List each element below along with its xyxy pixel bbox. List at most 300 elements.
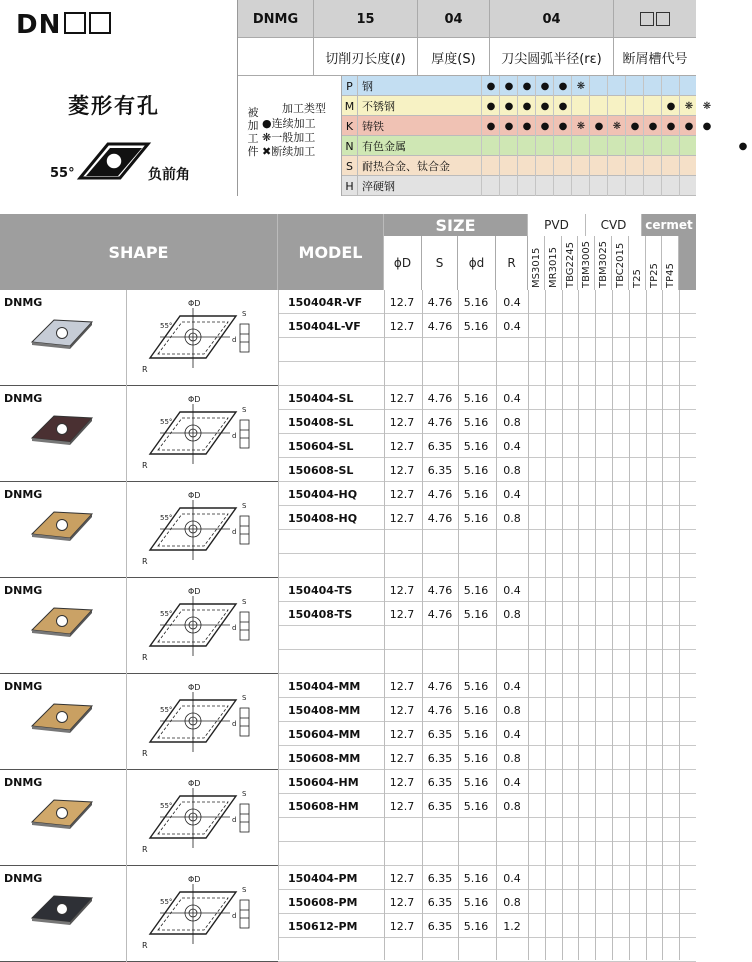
material-name: 钢 [362,80,373,93]
table-row [278,554,696,578]
size-value-R: 0.8 [503,415,521,429]
process-mark [608,136,626,156]
product-group [0,770,696,866]
size-value-S: 6.35 [427,727,453,741]
product-group [0,482,696,578]
insert-drawing [140,298,258,382]
insert-image [30,604,94,642]
svg-text:R: R [142,461,148,470]
size-value-D: 12.7 [389,775,415,789]
size-value-S: 4.76 [427,295,453,309]
table-grid-line [646,290,647,960]
group-name: DNMG [4,488,43,501]
model-code: 150404-MM [288,679,361,693]
svg-text:ΦD: ΦD [188,395,201,404]
svg-text:d: d [232,336,237,344]
material-row-p [342,76,696,96]
size-value-D: 12.7 [389,895,415,909]
group-name: DNMG [4,776,43,789]
grade-ms3015 [528,236,545,290]
process-mark [716,76,734,96]
process-mark [626,96,644,116]
size-col-d: ϕd [458,236,496,290]
process-mark: ❋ [576,120,586,132]
model-header: MODEL [278,214,384,290]
process-mark: ● [558,100,568,112]
table-row [278,674,696,698]
size-value-D: 12.7 [389,871,415,885]
insert-drawing [140,586,258,670]
table-grid-line [528,290,529,960]
svg-text:S: S [242,310,247,318]
svg-text:55°: 55° [160,418,173,426]
size-value-D: 12.7 [389,511,415,525]
svg-text:S: S [242,406,247,414]
group-name: DNMG [4,584,43,597]
process-continuous: ●连续加工 [262,117,316,130]
process-mark: ● [738,140,748,152]
table-row [278,578,696,602]
svg-text:S: S [242,598,247,606]
process-mark [554,156,572,176]
process-mark [698,176,716,196]
table-grid-line [545,290,546,960]
model-code: 150408-HQ [288,511,358,525]
process-mark [518,156,536,176]
size-value-D: 12.7 [389,751,415,765]
process-mark: ● [558,80,568,92]
series-title [16,10,111,40]
process-mark [734,96,752,116]
process-mark: ● [486,100,496,112]
code-row [238,0,696,38]
group-separator [126,482,127,578]
grade-label: TBG2245 [564,242,576,288]
code-boxes [614,0,696,38]
grade-tbg2245 [562,236,579,290]
size-value-d: 5.16 [463,583,489,597]
model-code: 150404-HQ [288,487,358,501]
process-mark [572,156,590,176]
table-grid-line [278,290,279,960]
model-code: 150408-MM [288,703,361,717]
size-value-S: 6.35 [427,895,453,909]
product-group [0,578,696,674]
size-value-S: 6.35 [427,871,453,885]
placeholder-box-2 [89,12,111,34]
table-row [278,530,696,554]
model-code: 150408-SL [288,415,354,429]
size-value-R: 0.8 [503,751,521,765]
model-code: 150604-HM [288,775,359,789]
size-value-d: 5.16 [463,727,489,741]
process-mark: ● [486,120,496,132]
table-row [278,818,696,842]
model-code: 150404R-VF [288,295,363,309]
svg-text:R: R [142,845,148,854]
size-value-S: 6.35 [427,799,453,813]
model-code: 150608-HM [288,799,359,813]
size-value-S: 4.76 [427,607,453,621]
process-mark: ● [540,120,550,132]
process-types [262,102,326,159]
model-code: 150608-MM [288,751,361,765]
insert-drawing [140,682,258,766]
chipbreaker-box-1 [640,12,654,26]
svg-text:ΦD: ΦD [188,779,201,788]
process-mark [608,156,626,176]
size-value-R: 0.4 [503,295,521,309]
table-row [278,362,696,386]
size-value-D: 12.7 [389,583,415,597]
svg-text:55°: 55° [160,706,173,714]
size-value-S: 6.35 [427,919,453,933]
insert-image [30,412,94,450]
cermet-header: cermet [645,218,693,232]
size-value-R: 0.8 [503,607,521,621]
model-code: 150604-MM [288,727,361,741]
insert-image [30,508,94,546]
insert-image [30,700,94,738]
model-code: 150604-SL [288,439,354,453]
svg-text:R: R [142,941,148,950]
size-value-d: 5.16 [463,511,489,525]
grade-label: TBM3025 [598,240,610,288]
svg-text:d: d [232,912,237,920]
size-value-S: 6.35 [427,463,453,477]
process-legend [238,76,342,196]
size-value-d: 5.16 [463,895,489,909]
size-col-R: R [496,236,528,290]
process-mark [626,156,644,176]
series-panel [0,0,238,196]
size-value-d: 5.16 [463,799,489,813]
process-mark [572,136,590,156]
table-row [278,650,696,674]
size-value-d: 5.16 [463,703,489,717]
table-grid-line [458,290,459,960]
process-mark [644,136,662,156]
size-value-D: 12.7 [389,679,415,693]
size-value-R: 0.8 [503,511,521,525]
process-mark [680,76,698,96]
grade-mr3015 [545,236,562,290]
size-value-d: 5.16 [463,871,489,885]
material-row-s [342,156,696,176]
process-mark [644,156,662,176]
svg-text:R: R [142,749,148,758]
size-value-R: 0.4 [503,775,521,789]
group-name: DNMG [4,872,43,885]
size-value-S: 6.35 [427,439,453,453]
svg-text:d: d [232,432,237,440]
code-04-radius: 04 [490,0,614,38]
insert-image [30,892,94,930]
process-mark [590,96,608,116]
caption-empty [238,38,314,76]
group-separator [126,386,127,482]
svg-text:S: S [242,502,247,510]
material-code: S [342,156,358,176]
grade-label: TP25 [648,263,660,288]
workpiece-label: 被加工件 [247,106,259,158]
size-value-d: 5.16 [463,295,489,309]
material-row-m [342,96,712,116]
size-value-d: 5.16 [463,319,489,333]
size-col-D: ϕD [384,236,422,290]
size-value-S: 4.76 [427,319,453,333]
material-code: N [342,136,358,156]
process-mark: ● [522,80,532,92]
grade-tbm3005 [578,236,595,290]
process-mark [716,96,734,116]
material-name: 淬硬钢 [362,180,395,193]
size-value-S: 4.76 [427,487,453,501]
size-value-D: 12.7 [389,607,415,621]
caption-thickness: 厚度(S) [418,38,490,76]
table-row [278,770,696,794]
svg-text:ΦD: ΦD [188,683,201,692]
table-row [278,938,696,962]
material-name: 耐热合金、钛合金 [362,160,450,173]
svg-text:S: S [242,886,247,894]
size-value-d: 5.16 [463,391,489,405]
process-mark: ❋ [576,80,586,92]
process-mark [590,136,608,156]
size-value-d: 5.16 [463,487,489,501]
model-code: 150612-PM [288,919,358,933]
process-mark [662,76,680,96]
process-mark [482,136,500,156]
size-value-R: 0.4 [503,727,521,741]
size-value-S: 6.35 [427,751,453,765]
model-code: 150404-PM [288,871,358,885]
table-grid-line [612,290,613,960]
process-mark [626,176,644,196]
insert-image [30,316,94,354]
size-value-R: 0.4 [503,391,521,405]
table-row [278,746,696,770]
process-mark [536,176,554,196]
process-mark [608,96,626,116]
process-mark [716,136,734,156]
process-mark [734,176,752,196]
size-value-D: 12.7 [389,439,415,453]
diamond-insert-icon [78,140,150,182]
code-04-thickness: 04 [418,0,490,38]
size-value-R: 0.4 [503,319,521,333]
material-code: K [342,116,358,136]
table-row [278,290,696,314]
process-mark [572,96,590,116]
svg-text:ΦD: ΦD [188,875,201,884]
rake-label: 负前角 [148,167,190,183]
process-mark [518,176,536,196]
svg-text:55°: 55° [160,322,173,330]
process-mark [680,136,698,156]
process-mark: ● [540,80,550,92]
product-group [0,290,696,386]
size-value-d: 5.16 [463,775,489,789]
table-row [278,338,696,362]
material-code: M [342,96,358,116]
table-header [0,214,696,290]
material-row-n [342,136,748,156]
size-col-S: S [422,236,458,290]
size-value-R: 0.4 [503,439,521,453]
process-mark: ● [648,120,658,132]
svg-text:S: S [242,790,247,798]
table-row [278,386,696,410]
size-value-D: 12.7 [389,415,415,429]
process-mark [716,176,734,196]
table-row [278,602,696,626]
code-dnmg: DNMG [238,0,314,38]
table-row [278,410,696,434]
process-interrupted: ✖断续加工 [262,145,316,158]
caption-row [238,38,696,76]
size-value-S: 4.76 [427,415,453,429]
process-mark [608,76,626,96]
table-row [278,314,696,338]
process-mark: ● [684,120,694,132]
size-value-R: 0.4 [503,871,521,885]
model-code: 150408-TS [288,607,353,621]
model-code: 150404-TS [288,583,353,597]
process-mark [554,176,572,196]
size-value-R: 0.4 [503,679,521,693]
svg-text:R: R [142,557,148,566]
process-mark: ● [540,100,550,112]
size-header: SIZE [384,214,528,236]
process-mark [626,136,644,156]
process-mark: ● [594,120,604,132]
group-separator [126,290,127,386]
size-value-d: 5.16 [463,919,489,933]
process-mark: ● [630,120,640,132]
process-mark [500,136,518,156]
product-group [0,674,696,770]
table-row [278,722,696,746]
chipbreaker-box-2 [656,12,670,26]
model-code: 150404L-VF [288,319,361,333]
svg-text:d: d [232,816,237,824]
size-value-d: 5.16 [463,607,489,621]
caption-nose-radius: 刀尖圆弧半径(rε) [490,38,614,76]
model-code: 150608-PM [288,895,358,909]
group-name: DNMG [4,296,43,309]
size-value-R: 0.8 [503,703,521,717]
size-value-S: 6.35 [427,775,453,789]
grade-tp25 [646,236,663,290]
grade-t25 [629,236,646,290]
table-row [278,890,696,914]
process-title: 加工类型 [282,102,326,115]
placeholder-box-1 [64,12,86,34]
model-code: 150608-SL [288,463,354,477]
process-mark: ● [666,120,676,132]
size-value-D: 12.7 [389,799,415,813]
svg-text:S: S [242,694,247,702]
material-row-k [342,116,712,136]
size-value-R: 0.4 [503,487,521,501]
process-mark: ● [504,120,514,132]
table-row [278,698,696,722]
size-value-D: 12.7 [389,487,415,501]
grade-label: MR3015 [547,246,559,288]
group-separator [126,866,127,962]
insert-drawing [140,778,258,862]
size-value-R: 1.2 [503,919,521,933]
process-mark: ● [702,120,712,132]
table-grid-line [422,290,423,960]
process-mark [644,76,662,96]
svg-text:55°: 55° [160,610,173,618]
table-row [278,458,696,482]
process-mark [662,136,680,156]
size-value-d: 5.16 [463,415,489,429]
size-value-S: 4.76 [427,391,453,405]
product-table [0,214,696,960]
size-value-D: 12.7 [389,463,415,477]
caption-edge-length: 切削刃长度(ℓ) [314,38,418,76]
process-mark [590,76,608,96]
size-value-D: 12.7 [389,919,415,933]
svg-text:55°: 55° [160,802,173,810]
pvd-header: PVD [528,214,586,236]
product-group [0,866,696,962]
size-value-D: 12.7 [389,703,415,717]
process-mark: ● [558,120,568,132]
process-mark: ● [522,100,532,112]
angle-label: 55° [50,166,75,181]
process-mark [662,156,680,176]
table-grid-line [679,290,680,960]
process-mark [590,176,608,196]
product-group [0,386,696,482]
insert-drawing [140,394,258,478]
size-value-D: 12.7 [389,295,415,309]
process-mark [734,76,752,96]
process-mark [626,76,644,96]
code-15: 15 [314,0,418,38]
size-value-d: 5.16 [463,751,489,765]
svg-text:ΦD: ΦD [188,587,201,596]
cvd-header: CVD [586,214,642,236]
size-value-d: 5.16 [463,679,489,693]
material-name: 有色金属 [362,140,406,153]
model-code: 150404-SL [288,391,354,405]
process-mark [716,116,734,136]
material-name: 铸铁 [362,120,384,133]
grade-tbm3025 [595,236,612,290]
process-mark [734,156,752,176]
table-row [278,914,696,938]
size-value-d: 5.16 [463,463,489,477]
table-grid-line [384,290,385,960]
svg-text:d: d [232,624,237,632]
shape-name: 菱形有孔 [68,94,160,118]
size-value-S: 4.76 [427,583,453,597]
size-value-D: 12.7 [389,391,415,405]
process-mark [518,136,536,156]
process-mark: ● [504,80,514,92]
table-grid-line [662,290,663,960]
group-name: DNMG [4,680,43,693]
process-mark [572,176,590,196]
svg-text:55°: 55° [160,898,173,906]
size-value-R: 0.8 [503,895,521,909]
